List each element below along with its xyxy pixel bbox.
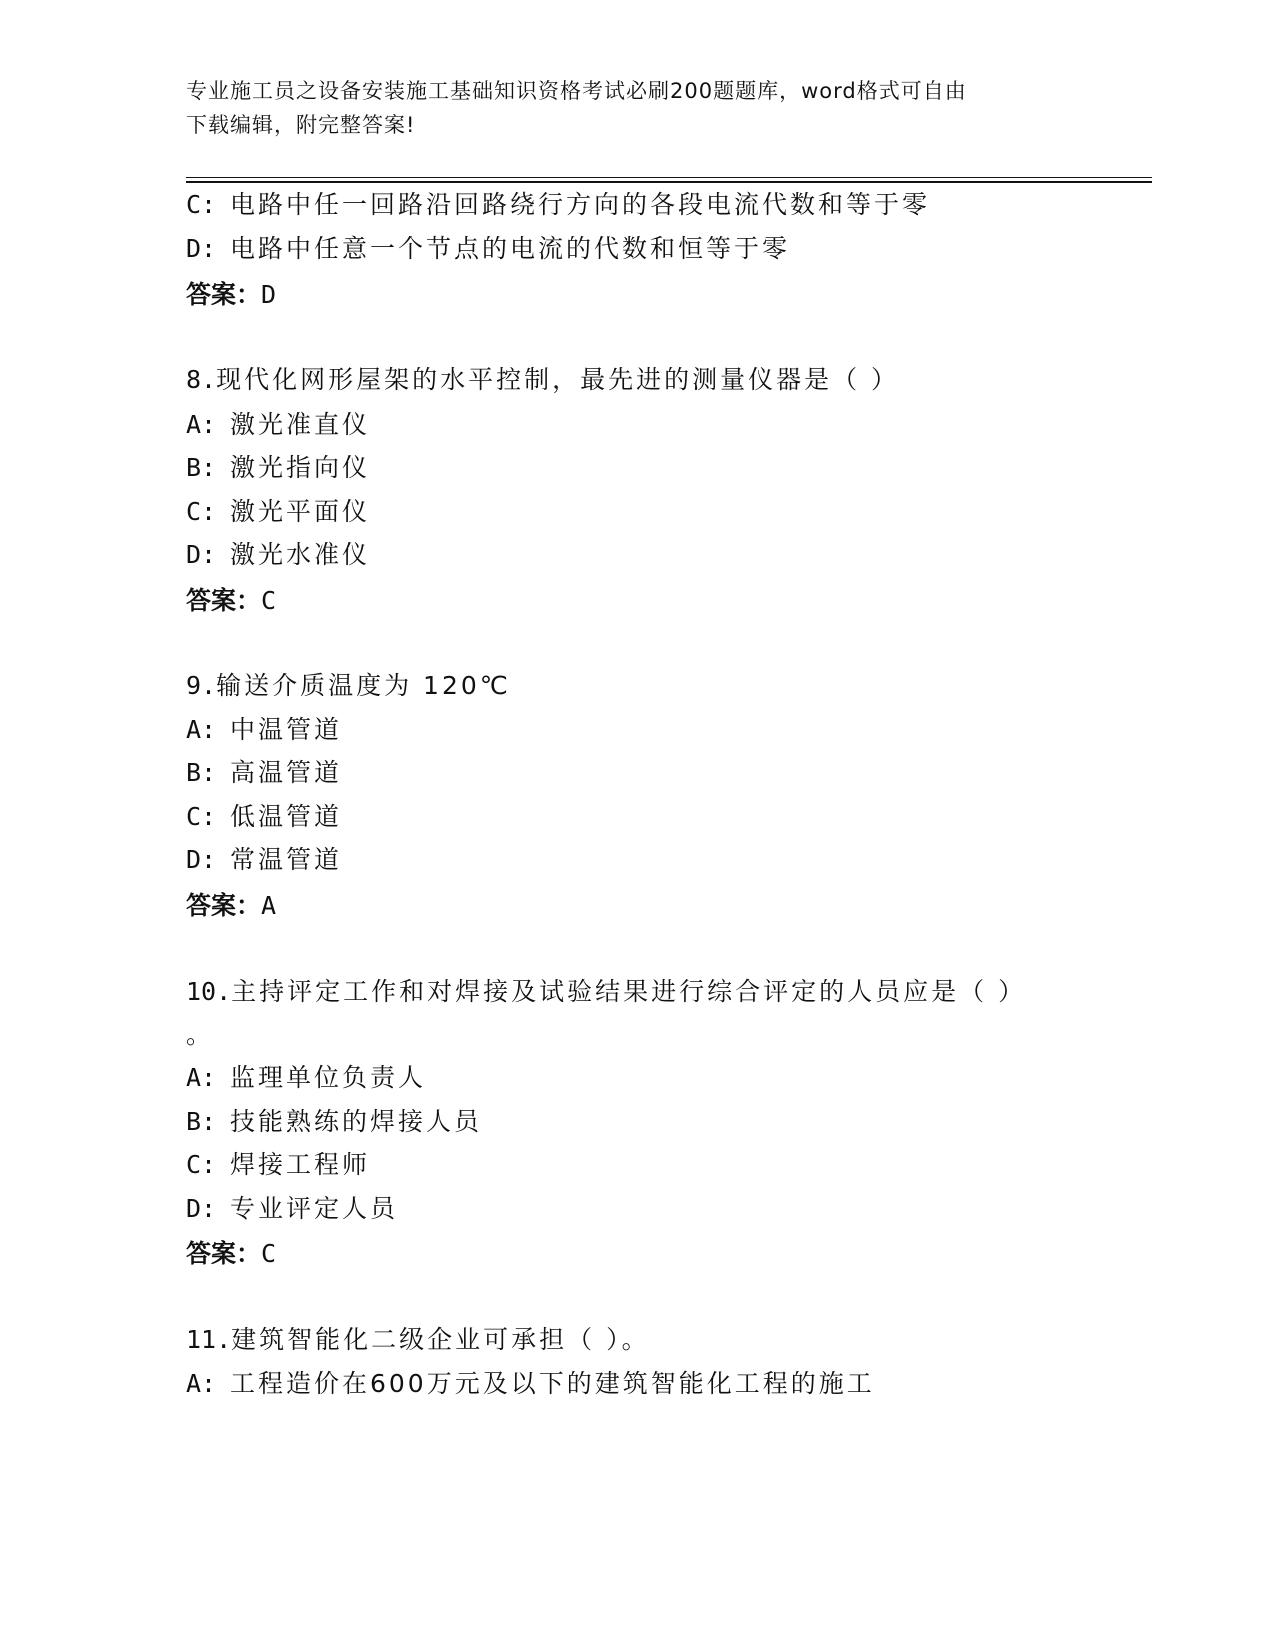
question-9-answer — [186, 891, 276, 921]
option-text: 激光水准仪 — [230, 540, 371, 569]
question-8-answer — [186, 586, 276, 616]
question-9-stem — [186, 671, 511, 701]
question-9-option-c — [186, 802, 342, 832]
answer-label: 答案： — [186, 586, 262, 615]
question-8-option-d — [186, 540, 370, 570]
question-text: 建筑智能化二级企业可承担（ ）。 — [231, 1325, 650, 1354]
question-number: 8. — [186, 365, 217, 394]
question-8-option-b — [186, 453, 370, 483]
option-label: A: — [186, 1063, 217, 1092]
header-line-2: 下载编辑，附完整答案! — [186, 113, 416, 137]
option-label: C: — [186, 190, 217, 219]
question-10-option-b — [186, 1107, 482, 1137]
option-label: B: — [186, 1107, 217, 1136]
answer-label: 答案： — [186, 1239, 262, 1268]
option-text: 激光指向仪 — [230, 453, 371, 482]
answer-value: A — [261, 891, 277, 920]
option-text: 激光准直仪 — [230, 410, 371, 439]
question-10-option-a — [186, 1063, 426, 1093]
option-text: 常温管道 — [230, 845, 343, 874]
option-text: 低温管道 — [230, 802, 343, 831]
option-text: 监理单位负责人 — [230, 1063, 427, 1092]
option-label: A: — [186, 1369, 217, 1398]
question-10-option-c — [186, 1150, 370, 1180]
question-number: 10. — [186, 977, 232, 1006]
option-text: 技能熟练的焊接人员 — [230, 1107, 483, 1136]
question-text: 输送介质温度为 120℃ — [216, 671, 511, 700]
option-text: 电路中任一回路沿回路绕行方向的各段电流代数和等于零 — [230, 190, 931, 219]
option-label: D: — [186, 540, 217, 569]
option-label: C: — [186, 802, 217, 831]
question-10-option-d — [186, 1194, 398, 1224]
header-divider-thick — [186, 181, 1152, 183]
option-text: 焊接工程师 — [230, 1150, 371, 1179]
answer-value: C — [261, 586, 277, 615]
option-text: 工程造价在600万元及以下的建筑智能化工程的施工 — [230, 1369, 875, 1398]
option-label: B: — [186, 758, 217, 787]
option-label: D: — [186, 1194, 217, 1223]
question-text-cont: 。 — [186, 1020, 215, 1049]
question-8-option-c — [186, 497, 370, 527]
document-header — [186, 74, 1086, 142]
question-text: 主持评定工作和对焊接及试验结果进行综合评定的人员应是（ ） — [231, 977, 1027, 1006]
prev-option-c — [186, 190, 930, 220]
option-label: D: — [186, 845, 217, 874]
answer-value: C — [261, 1239, 277, 1268]
header-divider-thin — [186, 177, 1152, 178]
answer-label: 答案： — [186, 280, 262, 309]
question-10-answer — [186, 1239, 276, 1269]
question-8-stem — [186, 365, 899, 395]
question-9-option-d — [186, 845, 342, 875]
question-9-option-b — [186, 758, 342, 788]
option-label: A: — [186, 410, 217, 439]
option-text: 专业评定人员 — [230, 1194, 399, 1223]
option-label: D: — [186, 234, 217, 263]
question-10-stem-continuation — [186, 1020, 214, 1050]
question-11-option-a — [186, 1369, 875, 1399]
answer-value: D — [261, 280, 277, 309]
question-text: 现代化网形屋架的水平控制，最先进的测量仪器是（ ） — [216, 365, 900, 394]
option-text: 中温管道 — [230, 715, 343, 744]
option-text: 电路中任意一个节点的电流的代数和恒等于零 — [230, 234, 791, 263]
question-number: 11. — [186, 1325, 232, 1354]
question-11-stem — [186, 1325, 650, 1355]
question-10-stem — [186, 977, 1026, 1007]
option-label: A: — [186, 715, 217, 744]
prev-option-d — [186, 234, 790, 264]
answer-label: 答案： — [186, 891, 262, 920]
option-label: C: — [186, 1150, 217, 1179]
option-label: C: — [186, 497, 217, 526]
option-text: 高温管道 — [230, 758, 343, 787]
question-9-option-a — [186, 715, 342, 745]
prev-answer — [186, 280, 276, 310]
question-number: 9. — [186, 671, 217, 700]
header-line-1: 专业施工员之设备安装施工基础知识资格考试必刷200题题库，word格式可自由 — [186, 79, 967, 103]
question-8-option-a — [186, 410, 370, 440]
option-text: 激光平面仪 — [230, 497, 371, 526]
option-label: B: — [186, 453, 217, 482]
